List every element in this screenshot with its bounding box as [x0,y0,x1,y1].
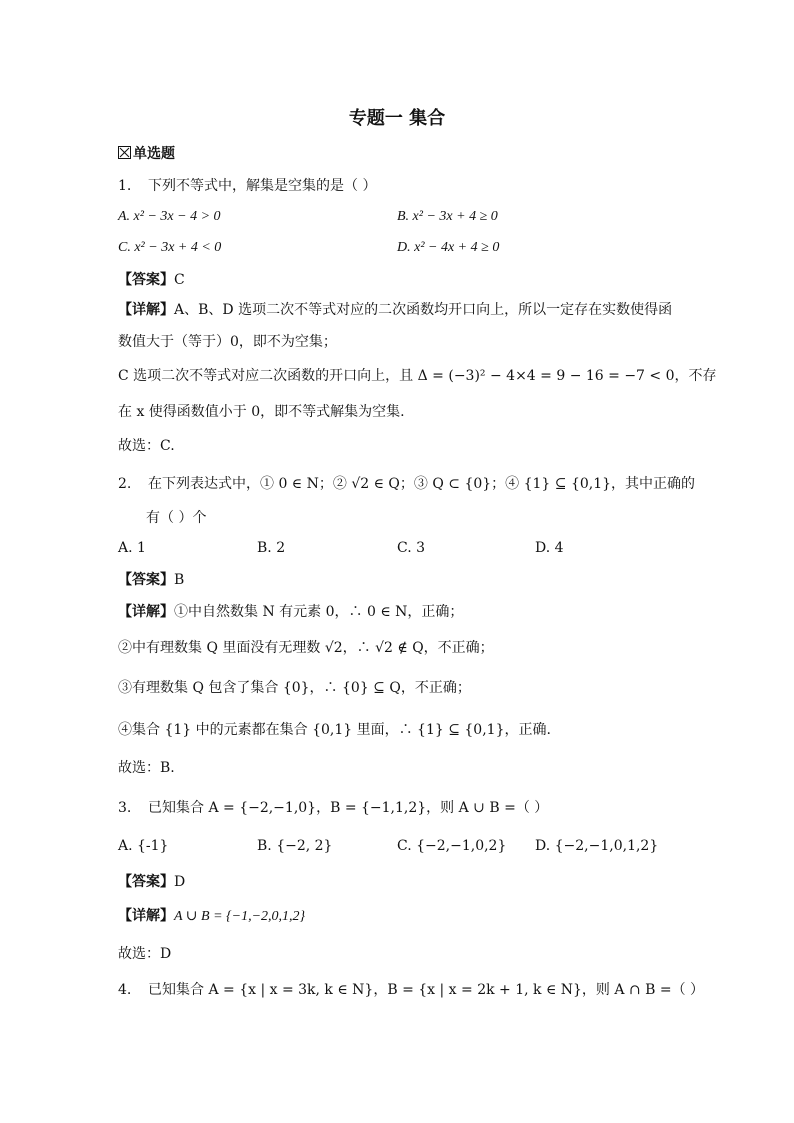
checkbox-icon [118,146,131,159]
question-text: 已知集合 A = {x | x = 3k, k ∈ N}，B = {x | x = 2k + 1, k ∈ N}，则 A ∩ B =（ ） [148,982,705,998]
question-number: 4. [118,982,132,998]
detail-text: ①中自然数集 N 有元素 0，∴ 0 ∈ N，正确； [174,604,464,620]
q2-detail-line-1 [118,604,463,621]
detail-label: 【详解】 [118,908,174,924]
q3-option-d: D. {−2,−1,0,1,2} [535,838,659,854]
q3-option-c: C. {−2,−1,0,2} [397,838,507,854]
question-number: 3. [118,800,132,816]
q3-option-a: A. {-1} [118,838,169,854]
detail-text: A、B、D 选项二次不等式对应的二次函数均开口向上，所以一定存在实数使得函 [174,302,673,318]
question-4-stem [118,982,704,999]
answer-value: D [174,874,186,890]
q2-detail-line-3: ③有理数集 Q 包含了集合 {0}，∴ {0} ⊆ Q，不正确； [118,680,471,696]
page-title: 专题一 集合 [348,108,446,129]
detail-label: 【详解】 [118,604,174,620]
q1-option-c: C. x² − 3x + 4 < 0 [118,240,222,255]
question-3-stem [118,800,548,817]
q1-detail-line-4: 在 x 使得函数值小于 0，即不等式解集为空集. [118,404,405,420]
q1-option-b: B. x² − 3x + 4 ≥ 0 [397,209,498,224]
section-title: 单选题 [133,146,175,162]
q2-answer [118,572,184,589]
q2-detail-line-2: ②中有理数集 Q 里面没有无理数 √2，∴ √2 ∉ Q，不正确； [118,640,494,656]
q3-detail-line-1 [118,908,305,926]
q1-detail-line-2: 数值大于（等于）0，即不为空集； [118,334,337,350]
question-text: 下列不等式中，解集是空集的是（ ） [148,178,377,194]
section-heading [118,146,175,163]
q1-answer [118,272,185,289]
answer-label: 【答案】 [118,272,174,288]
q1-detail-line-3: C 选项二次不等式对应二次函数的开口向上，且 Δ = (−3)² − 4×4 = 9 − 16 = −7 < 0，不存 [118,368,717,384]
q3-answer [118,874,185,891]
q2-option-d: D. 4 [535,540,564,556]
detail-label: 【详解】 [118,302,174,318]
q3-option-b: B. {−2, 2} [257,838,333,854]
question-2-stem [118,476,695,493]
detail-text: A ∪ B = {−1,−2,0,1,2} [174,909,306,924]
q1-conclusion: 故选：C. [118,438,175,454]
question-number: 2. [118,476,132,492]
question-number: 1. [118,178,132,194]
cross-icon [119,147,130,158]
q2-option-a: A. 1 [118,540,146,556]
question-text: 在下列表达式中，① 0 ∈ N；② √2 ∈ Q；③ Q ⊂ {0}；④ {1} ⊆ {0,1}，其中正确的 [148,476,696,492]
answer-value: B [174,572,185,588]
q3-conclusion: 故选：D [118,946,172,962]
q2-option-c: C. 3 [397,540,426,556]
q2-detail-line-4: ④集合 {1} 中的元素都在集合 {0,1} 里面，∴ {1} ⊆ {0,1}，正确. [118,722,551,738]
q1-option-d: D. x² − 4x + 4 ≥ 0 [397,240,500,255]
q2-option-b: B. 2 [257,540,286,556]
answer-label: 【答案】 [118,572,174,588]
q2-conclusion: 故选：B. [118,760,175,776]
answer-label: 【答案】 [118,874,174,890]
q1-option-a: A. x² − 3x − 4 > 0 [118,209,221,224]
q1-detail-line-1 [118,302,672,319]
question-2-stem-cont: 有（ ）个 [146,510,207,526]
question-1-stem [118,178,376,195]
question-text: 已知集合 A = {−2,−1,0}，B = {−1,1,2}，则 A ∪ B =（ ） [148,800,549,816]
answer-value: C [174,272,185,288]
